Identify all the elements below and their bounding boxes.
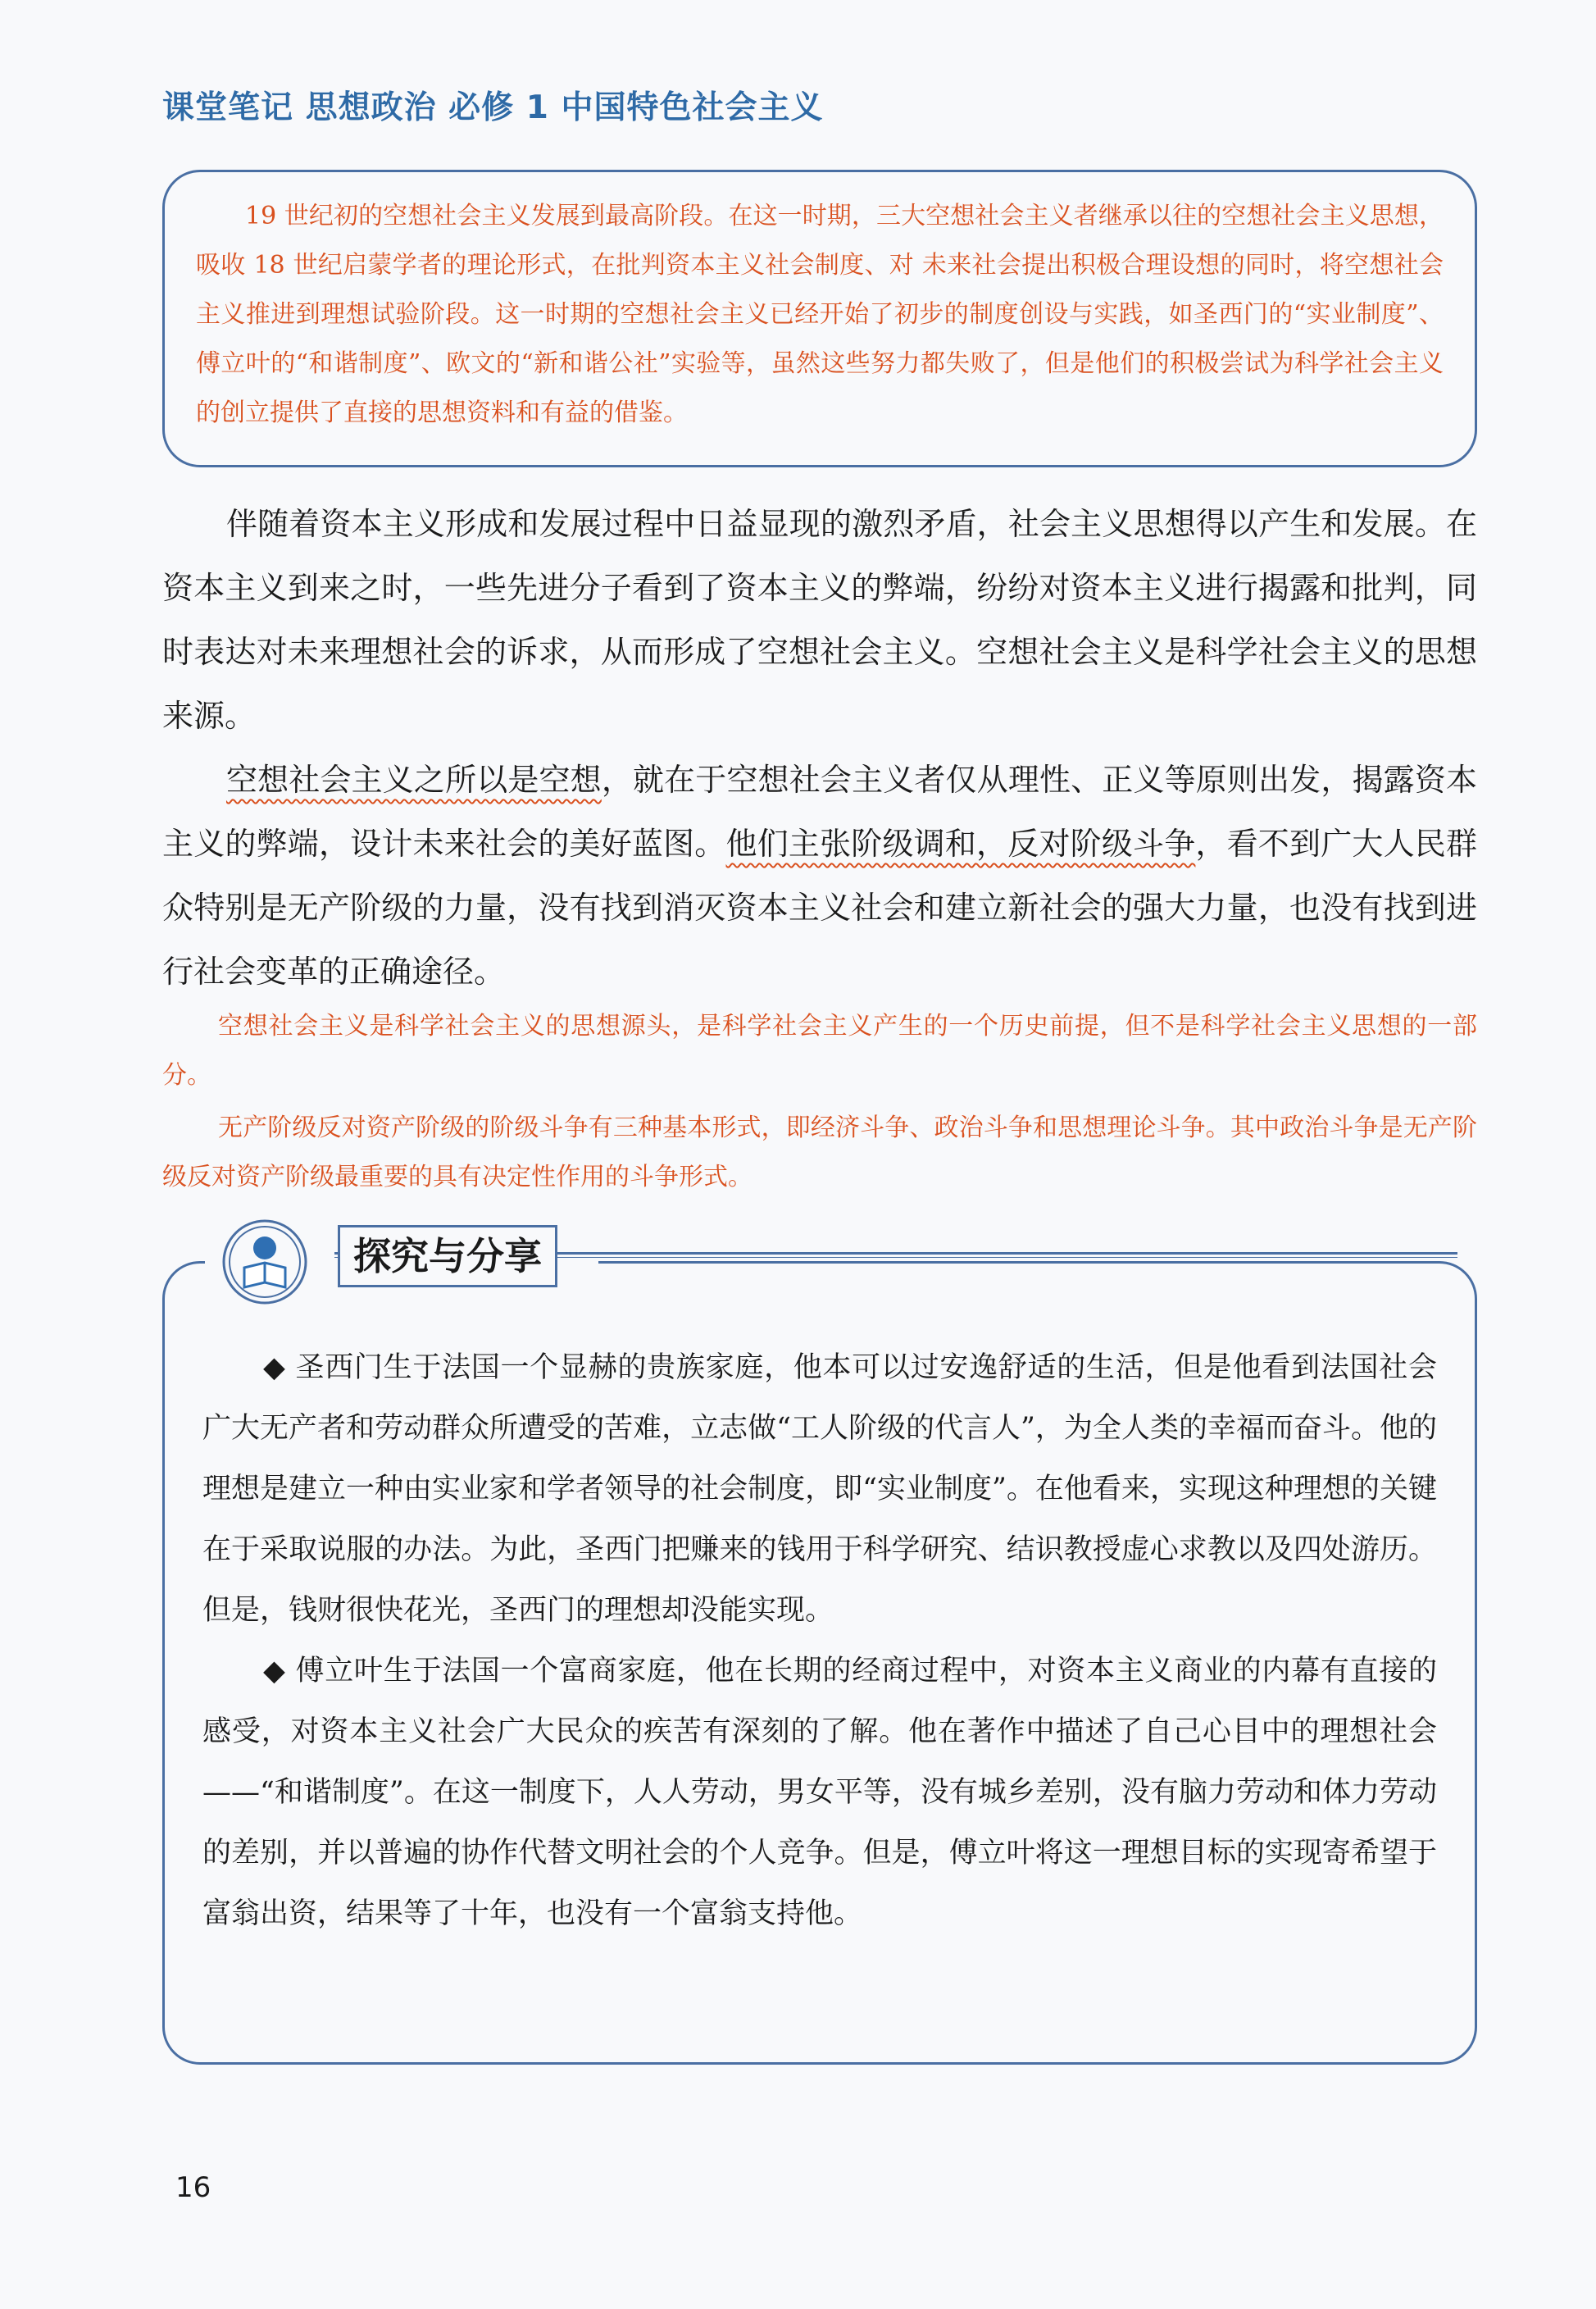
paragraph-2: [162, 748, 1477, 1004]
page-header: 课堂笔记 思想政治 必修 1 中国特色社会主义: [162, 89, 824, 126]
margin-note-2: 无产阶级反对资产阶级的阶级斗争有三种基本形式，即经济斗争、政治斗争和思想理论斗争。其中政治斗争是无产阶级反对资产阶级最重要的具有决定性作用的斗争形式。: [162, 1114, 1477, 1191]
sidebar-note-text: 19 世纪初的空想社会主义发展到最高阶段。在这一时期，三大空想社会主义者继承以往的空想社会主义思想，吸收 18 世纪启蒙学者的理论形式，在批判资本主义社会制度、对 未来社会提出积极合理设想的同时，将空想社会主义推进到理想试验阶段。这一时期的空想社会主义已经开始了初步的制度创设与实践，如圣西门的“实业制度”、傅立叶的“和谐制度”、欧文的“新和谐公社”实验等，虽然这些努力都失败了，但是他们的积极尝试为科学社会主义的创立提供了直接的思想资料和有益的借鉴。: [196, 202, 1444, 427]
page-number: 16: [175, 2171, 211, 2204]
margin-notes: [162, 1002, 1477, 1205]
underlined-phrase-2: 他们主张阶级调和，反对阶级斗争: [725, 826, 1196, 862]
explore-item-saint-simon: ◆ 圣西门生于法国一个显赫的贵族家庭，他本可以过安逸舒适的生活，但是他看到法国社会广大无产者和劳动群众所遭受的苦难，立志做“工人阶级的代言人”，为全人类的幸福而奋斗。他的理想是建立一种由实业家和学者领导的社会制度，即“实业制度”。在他看来，实现这种理想的关键在于采取说服的办法。为此，圣西门把赚来的钱用于科学研究、结识教授虚心求教以及四处游历。但是，钱财很快花光，圣西门的理想却没能实现。: [202, 1351, 1437, 1627]
reading-person-icon: [220, 1217, 310, 1307]
main-text: [162, 492, 1477, 1004]
paragraph-2-text-b: ，看不到广大人民群众特别是无产阶级的力量，没有找到消灭资本主义社会和建立新社会的强大力量，也没有找到进行社会变革的正确途径。: [162, 826, 1477, 990]
explore-title: 探究与分享: [338, 1225, 557, 1287]
underlined-phrase-1: 空想社会主义之所以是空想: [226, 762, 602, 798]
explore-item-fourier: ◆ 傅立叶生于法国一个富商家庭，他在长期的经商过程中，对资本主义商业的内幕有直接的感受，对资本主义社会广大民众的疾苦有深刻的了解。他在著作中描述了自己心目中的理想社会——“和谐制度”。在这一制度下，人人劳动，男女平等，没有城乡差别，没有脑力劳动和体力劳动的差别，并以普遍的协作代替文明社会的个人竞争。但是，傅立叶将这一理想目标的实现寄希望于富翁出资，结果等了十年，也没有一个富翁支持他。: [202, 1655, 1437, 1930]
sidebar-note-box: [162, 170, 1477, 467]
paragraph-1: 伴随着资本主义形成和发展过程中日益显现的激烈矛盾，社会主义思想得以产生和发展。在资本主义到来之时，一些先进分子看到了资本主义的弊端，纷纷对资本主义进行揭露和批判，同时表达对未来理想社会的诉求，从而形成了空想社会主义。空想社会主义是科学社会主义的思想来源。: [162, 506, 1477, 734]
paragraph-2-text-a: ，就在于空想社会主义者仅从理性、正义等原则出发，揭露资本主义的弊端，设计未来社会的美好蓝图。: [162, 762, 1477, 862]
margin-note-1: 空想社会主义是科学社会主义的思想源头，是科学社会主义产生的一个历史前提，但不是科学社会主义思想的一部分。: [162, 1012, 1477, 1090]
explore-share-box: [162, 1261, 1477, 2065]
